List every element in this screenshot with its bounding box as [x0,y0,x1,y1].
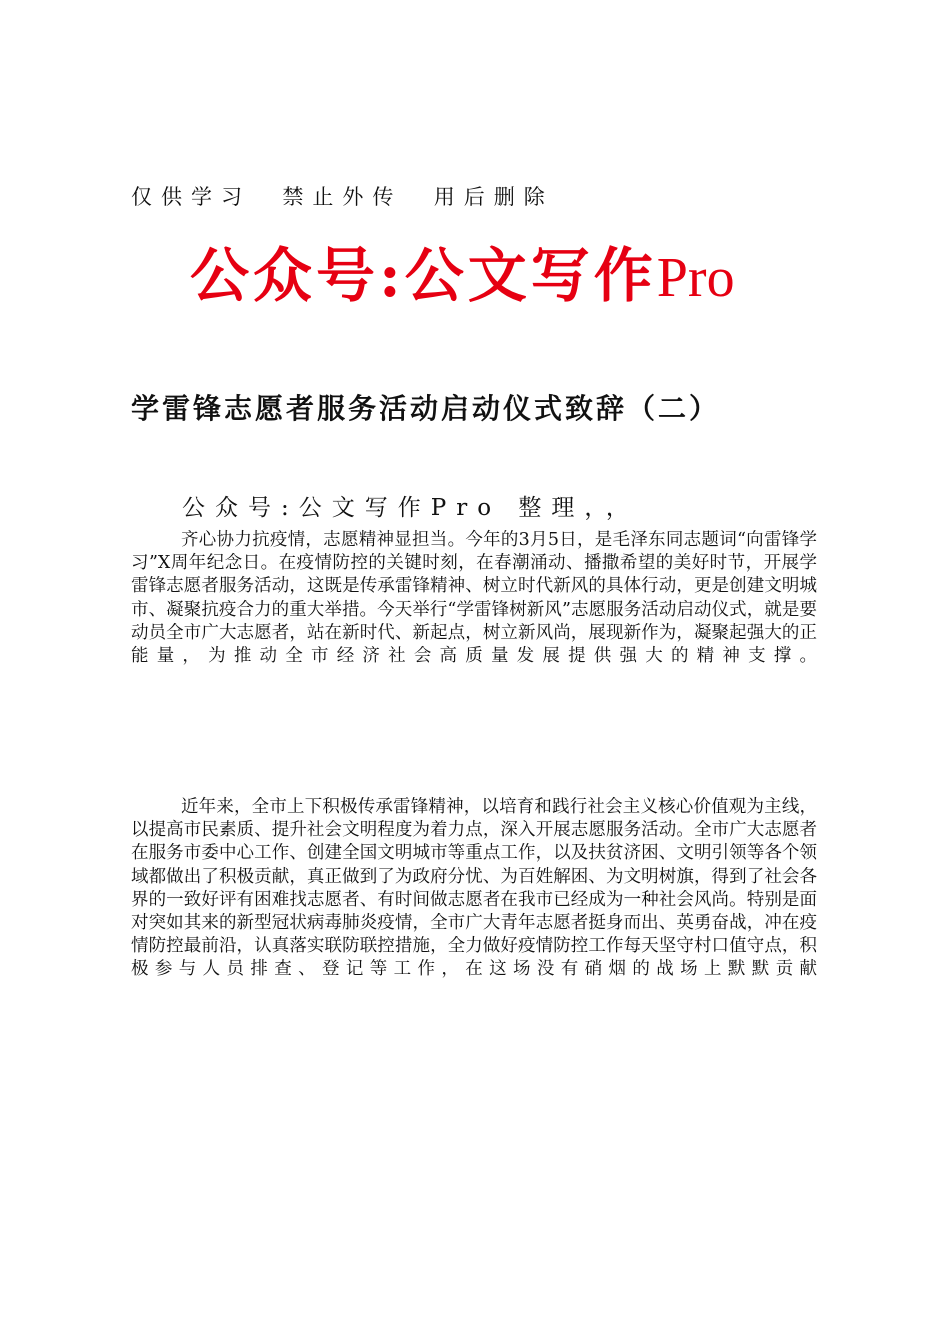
usage-notice: 仅供学习 禁止外传 用后删除 [131,185,554,209]
brand-cjk-text: 公众号:公文写作 [190,241,657,310]
document-title: 学雷锋志愿者服务活动启动仪式致辞（二） [131,392,721,425]
body-paragraph-2: 近年来，全市上下积极传承雷锋精神，以培育和践行社会主义核心价值观为主线，以提高市民素质、提升社会文明程度为着力点，深入开展志愿服务活动。全市广大志愿者在服务市委中心工作、创建全国文明城市等重点工作，以及扶贫济困、文明引领等各个领域都做出了积极贡献，真正做到了为政府分忧、为百姓解困、为文明树旗，得到了社会各界的一致好评有困难找志愿者、有时间做志愿者在我市已经成为一种社会风尚。特别是面对突如其来的新型冠状病毒肺炎疫情，全市广大青年志愿者挺身而出、英勇奋战，冲在疫情防控最前沿，认真落实联防联控措施，全力做好疫情防控工作每天坚守村口值守点，积极参与人员排查、登记等工作，在这场没有硝烟的战场上默默贡献 [131,797,817,980]
document-subtitle: 公众号:公文写作Pro 整理，， [182,495,639,521]
body-paragraph-1: 齐心协力抗疫情，志愿精神显担当。今年的3月5日，是毛泽东同志题词“向雷锋学习”X周年纪念日。在疫情防控的关键时刻，在春潮涌动、播撒希望的美好时节，开展学雷锋志愿者服务活动，这既是传承雷锋精神、树立时代新风的具体行动，更是创建文明城市、凝聚抗疫合力的重大举措。今天举行“学雷锋树新风”志愿服务活动启动仪式，就是要动员全市广大志愿者，站在新时代、新起点，树立新风尚，展现新作为，凝聚起强大的正能量，为推动全市经济社会高质量发展提供强大的精神支撑。 [131,530,817,667]
brand-heading [190,228,735,313]
brand-latin-text: Pro [656,247,735,309]
